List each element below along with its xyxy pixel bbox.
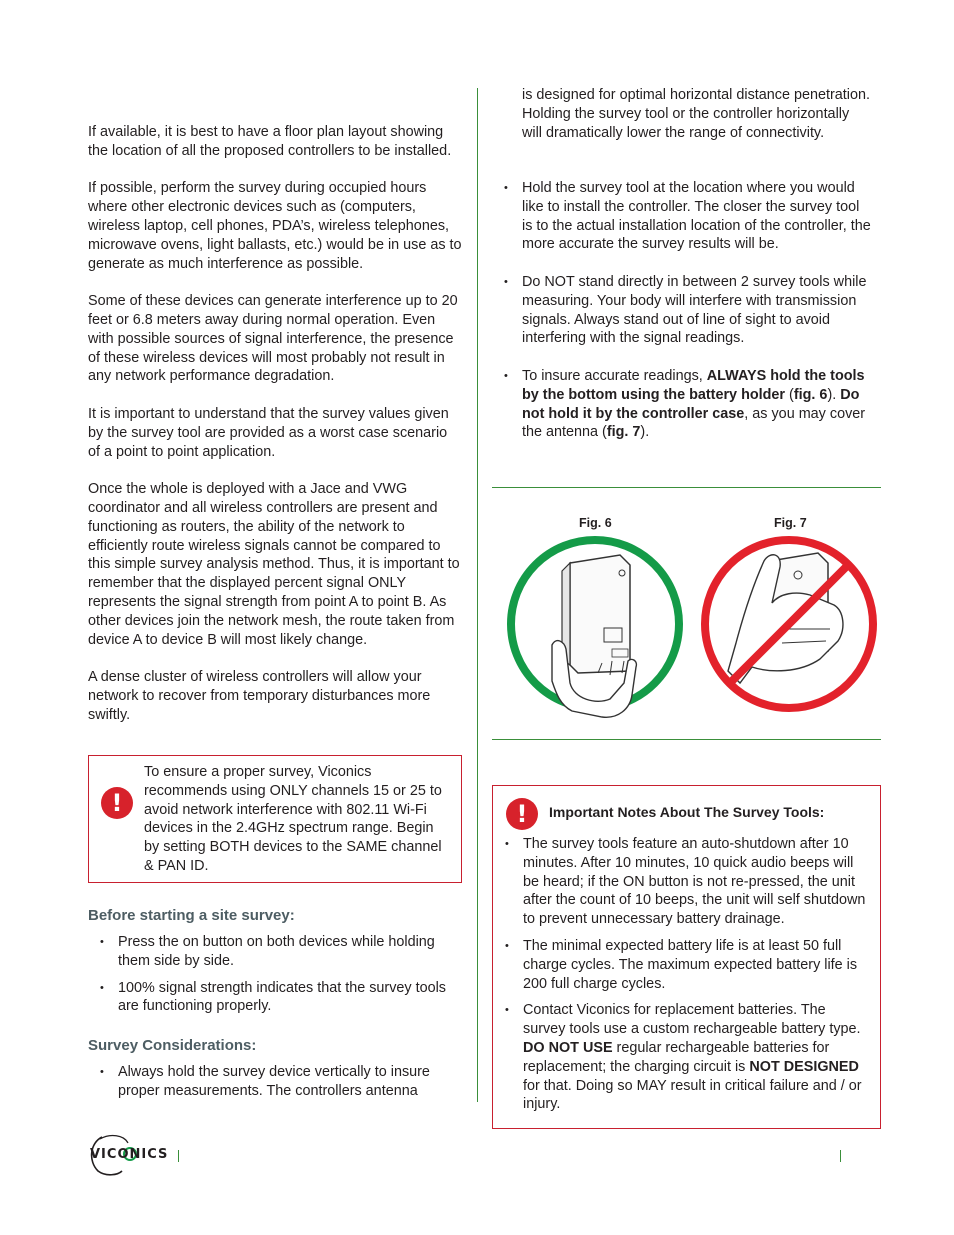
list-item: • Always hold the survey device vertically to insure proper measurements. The controllers antenna bbox=[88, 1063, 458, 1101]
paragraph: It is important to understand that the survey values given by the survey tool are provided as a worst case scenario of a point to point application. bbox=[88, 405, 449, 460]
list-item: • 100% signal strength indicates that the survey tools are functioning properly. bbox=[88, 979, 463, 1017]
left-column bbox=[88, 123, 463, 743]
continuation-text: is designed for optimal horizontal distance penetration. Holding the survey tool or the controller horizontally will dramatically lower the range of connectivity. bbox=[522, 87, 870, 141]
paragraph: Once the whole is deployed with a Jace and VWG coordinator and all wireless controllers are present and functioning as routers, the ability of the network to efficiently route wireless signals cannot be compared to this simple survey analysis method. Thus, it is important to remember that the displayed percent signal ONLY represents the signal strength from point A to point B. As other devices join the network mesh, the route taken from device A to device B will most likely change. bbox=[88, 481, 460, 648]
footer-tick-left bbox=[178, 1150, 179, 1162]
viconics-logo bbox=[88, 1131, 178, 1177]
considerations-heading: Survey Considerations: bbox=[88, 1037, 257, 1054]
correct-hold-illustration bbox=[511, 540, 679, 717]
channel-warning-box bbox=[88, 755, 462, 883]
warning-icon: ! bbox=[506, 798, 538, 830]
footer-tick-right bbox=[840, 1150, 841, 1162]
paragraph: Some of these devices can generate interference up to 20 feet or 6.8 meters away during normal operation. Even with possible sources of signal interference, the presence of these wireless devices will most probably not result in any network performance degradation. bbox=[88, 293, 458, 385]
paragraph: If possible, perform the survey during occupied hours where other electronic devices such as (computers, wireless laptop, cell phones, PDA’s, wireless telephones, microwave ovens, light ballasts, etc.) would be in use as to generate as much interference as possible. bbox=[88, 180, 462, 272]
list-item: • The minimal expected battery life is at least 50 full charge cycles. The maximum expected battery life is 200 full charge cycles. bbox=[493, 937, 868, 993]
fig6-label: Fig. 6 bbox=[579, 516, 612, 530]
column-divider bbox=[477, 88, 478, 1102]
wrong-hold-illustration bbox=[705, 540, 873, 708]
list-item: • To insure accurate readings, ALWAYS hold the tools by the bottom using the battery holder (fig. 6). Do not hold it by the controller case, as you may cover the antenna (fig. 7). bbox=[492, 367, 872, 442]
warning-text: To ensure a proper survey, Viconics recommends using ONLY channels 15 or 25 to avoid network interference with 802.11 Wi-Fi devices in the 2.4GHz spectrum range. Begin by setting BOTH devices to the SAME channel & PAN ID. bbox=[144, 764, 442, 874]
paragraph: If available, it is best to have a floor plan layout showing the location of all the proposed controllers to be installed. bbox=[88, 124, 452, 159]
considerations-list-continued bbox=[492, 179, 872, 442]
list-item: • Press the on button on both devices while holding them side by side. bbox=[88, 933, 463, 971]
fig7-label: Fig. 7 bbox=[774, 516, 807, 530]
logo-text: VICONICS bbox=[90, 1147, 169, 1162]
considerations-list bbox=[88, 1063, 458, 1101]
list-item: • Contact Viconics for replacement batteries. The survey tools use a custom rechargeable battery type. DO NOT USE regular rechargeable batteries for replacement; the charging circuit is NOT DESIGNED for that. Doing so MAY result in critical failure and / or injury. bbox=[493, 1001, 868, 1114]
warning-icon: ! bbox=[101, 787, 133, 819]
before-list bbox=[88, 933, 463, 1016]
list-item: • Do NOT stand directly in between 2 survey tools while measuring. Your body will interfere with transmission signals. Always stand out of line of sight to avoid interfering with the signal readings. bbox=[492, 273, 872, 348]
notes-heading: Important Notes About The Survey Tools: bbox=[549, 804, 825, 820]
important-notes-box bbox=[492, 785, 881, 1129]
figure-illustrations bbox=[500, 533, 880, 723]
list-item: • The survey tools feature an auto-shutdown after 10 minutes. After 10 minutes, 10 quick audio beeps will be heard; if the ON button is not re-pressed, the unit after the count of 10 beeps, the unit will self shutdown to prevent unnecessary battery drainage. bbox=[493, 835, 868, 929]
figure-bottom-rule bbox=[492, 739, 881, 740]
paragraph: A dense cluster of wireless controllers will allow your network to recover from temporary disturbances more swiftly. bbox=[88, 669, 431, 723]
list-item: • Hold the survey tool at the location where you would like to install the controller. The closer the survey tool is to the actual installation location of the controller, the more accurate the survey results will be. bbox=[492, 179, 872, 254]
notes-list bbox=[493, 835, 868, 1114]
figure-top-rule bbox=[492, 487, 881, 488]
before-heading: Before starting a site survey: bbox=[88, 907, 295, 924]
